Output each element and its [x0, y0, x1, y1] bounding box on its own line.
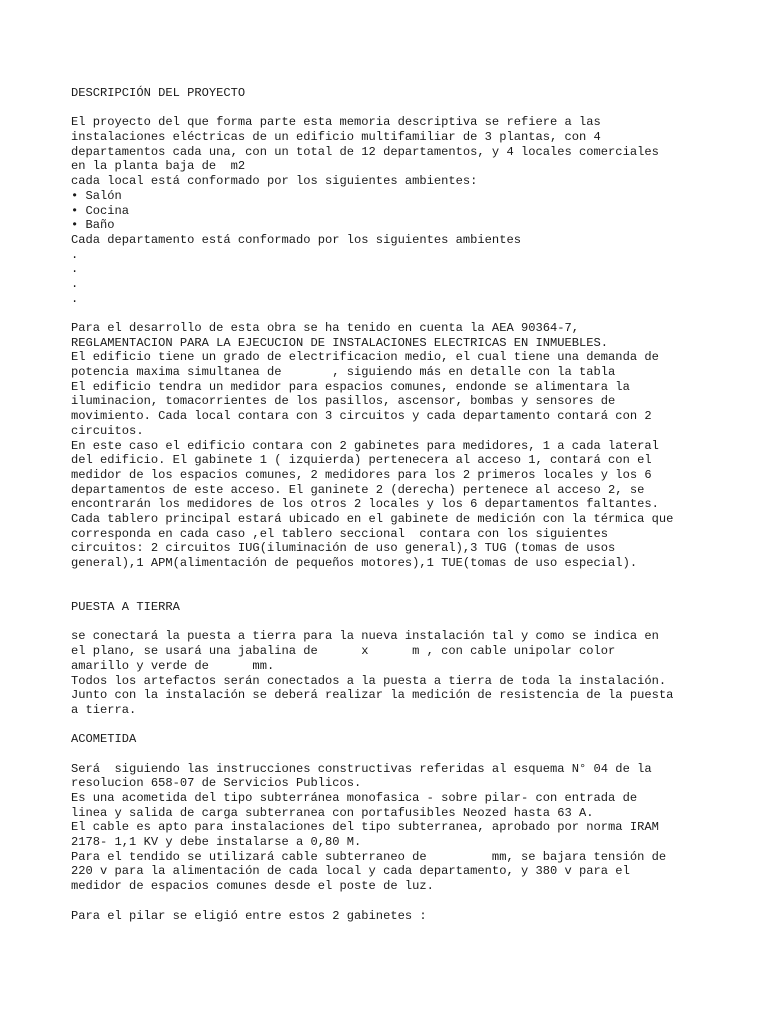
section-descripcion	[71, 86, 721, 600]
text-line: Junto con la instalación se deberá realizar la medición de resistencia de la puesta	[71, 688, 674, 703]
text-line: Será siguiendo las instrucciones constructivas referidas al esquema N° 04 de la	[71, 761, 652, 776]
text-line: movimiento. Cada local contara con 3 circuitos y cada departamento contará con 2	[71, 409, 652, 424]
text-line: El edificio tiene un grado de electrificacion medio, el cual tiene una demanda de	[71, 350, 659, 365]
text-line: Para el pilar se eligió entre estos 2 gabinetes :	[71, 908, 427, 923]
text-line: resolucion 658-07 de Servicios Publicos.	[71, 776, 362, 791]
text-line: el plano, se usará una jabalina de x m , con cable unipolar color	[71, 644, 616, 659]
text-line: • Salón	[71, 188, 122, 203]
text-line: Cada tablero principal estará ubicado en el gabinete de medición con la térmica que	[71, 511, 674, 526]
text-line: Cada departamento está conformado por los siguientes ambientes	[71, 232, 521, 247]
blank-line	[71, 571, 721, 586]
blank-line	[71, 101, 721, 116]
text-line: Para el tendido se utilizará cable subterraneo de mm, se bajara tensión de	[71, 849, 667, 864]
text-line: circuitos: 2 circuitos IUG(iluminación de uso general),3 TUG (tomas de usos	[71, 541, 616, 556]
blank-line	[71, 747, 721, 762]
text-line: El cable es apto para instalaciones del tipo subterranea, aprobado por norma IRAM	[71, 820, 659, 835]
text-line: .	[71, 291, 79, 306]
text-line: departamentos de este acceso. El ganinete 2 (derecha) pertenece al acceso 2, se	[71, 482, 645, 497]
text-line: REGLAMENTACION PARA LA EJECUCION DE INSTALACIONES ELECTRICAS EN INMUEBLES.	[71, 335, 609, 350]
section-heading: DESCRIPCIÓN DEL PROYECTO	[71, 86, 246, 100]
text-line: instalaciones eléctricas de un edificio multifamiliar de 3 plantas, con 4	[71, 130, 601, 145]
text-line: Para el desarrollo de esta obra se ha tenido en cuenta la AEA 90364-7,	[71, 321, 580, 335]
text-line: • Baño	[71, 218, 115, 233]
text-line: .	[71, 276, 79, 291]
text-line: cada local está conformado por los siguientes ambientes:	[71, 174, 478, 189]
text-line: iluminacion, tomacorrientes de los pasillos, ascensor, bombas y sensores de	[71, 394, 616, 409]
text-line: .	[71, 262, 79, 277]
blank-line	[71, 306, 721, 321]
section-puesta-tierra	[71, 600, 721, 732]
text-line: Todos los artefactos serán conectados a la puesta a tierra de toda la instalación.	[71, 673, 667, 688]
blank-line	[71, 585, 721, 600]
section-heading: PUESTA A TIERRA	[71, 600, 180, 615]
document-body	[71, 86, 721, 923]
text-line: Es una acometida del tipo subterránea monofasica - sobre pilar- con entrada de	[71, 791, 638, 805]
text-line: medidor de espacios comunes desde el poste de luz.	[71, 879, 434, 894]
text-line: amarillo y verde de mm.	[71, 658, 275, 673]
blank-line	[71, 718, 721, 733]
text-line: circuitos.	[71, 423, 144, 438]
blank-line	[71, 894, 721, 909]
text-line: a tierra.	[71, 702, 137, 717]
text-line: • Cocina	[71, 203, 130, 218]
text-line: linea y salida de carga subterranea con portafusibles Neozed hasta 63 A.	[71, 805, 594, 820]
text-line: potencia maxima simultanea de , siguiendo más en detalle con la tabla	[71, 365, 616, 380]
section-acometida	[71, 732, 721, 923]
text-line: general),1 APM(alimentación de pequeños motores),1 TUE(tomas de uso especial).	[71, 556, 638, 570]
text-line: en la planta baja de m2	[71, 159, 246, 174]
text-line: departamentos cada una, con un total de 12 departamentos, y 4 locales comerciales	[71, 144, 659, 159]
text-line: En este caso el edificio contara con 2 gabinetes para medidores, 1 a cada lateral	[71, 438, 659, 453]
text-line: del edificio. El gabinete 1 ( izquierda) pertenecera al acceso 1, contará con el	[71, 453, 652, 468]
text-line: .	[71, 247, 79, 262]
text-line: medidor de los espacios comunes, 2 medidores para los 2 primeros locales y los 6	[71, 467, 652, 482]
section-heading: ACOMETIDA	[71, 732, 137, 747]
text-line: corresponda en cada caso ,el tablero seccional contara con los siguientes	[71, 526, 609, 541]
text-line: El proyecto del que forma parte esta memoria descriptiva se refiere a las	[71, 115, 601, 130]
text-line: encontrarán los medidores de los otros 2 locales y los 6 departamentos faltantes.	[71, 497, 659, 512]
text-line: se conectará la puesta a tierra para la nueva instalación tal y como se indica en	[71, 629, 659, 644]
text-line: 220 v para la alimentación de cada local y cada departamento, y 380 v para el	[71, 864, 630, 879]
text-line: El edificio tendra un medidor para espacios comunes, endonde se alimentara la	[71, 379, 630, 394]
blank-line	[71, 615, 721, 630]
text-line: 2178- 1,1 KV y debe instalarse a 0,80 M.	[71, 835, 362, 850]
